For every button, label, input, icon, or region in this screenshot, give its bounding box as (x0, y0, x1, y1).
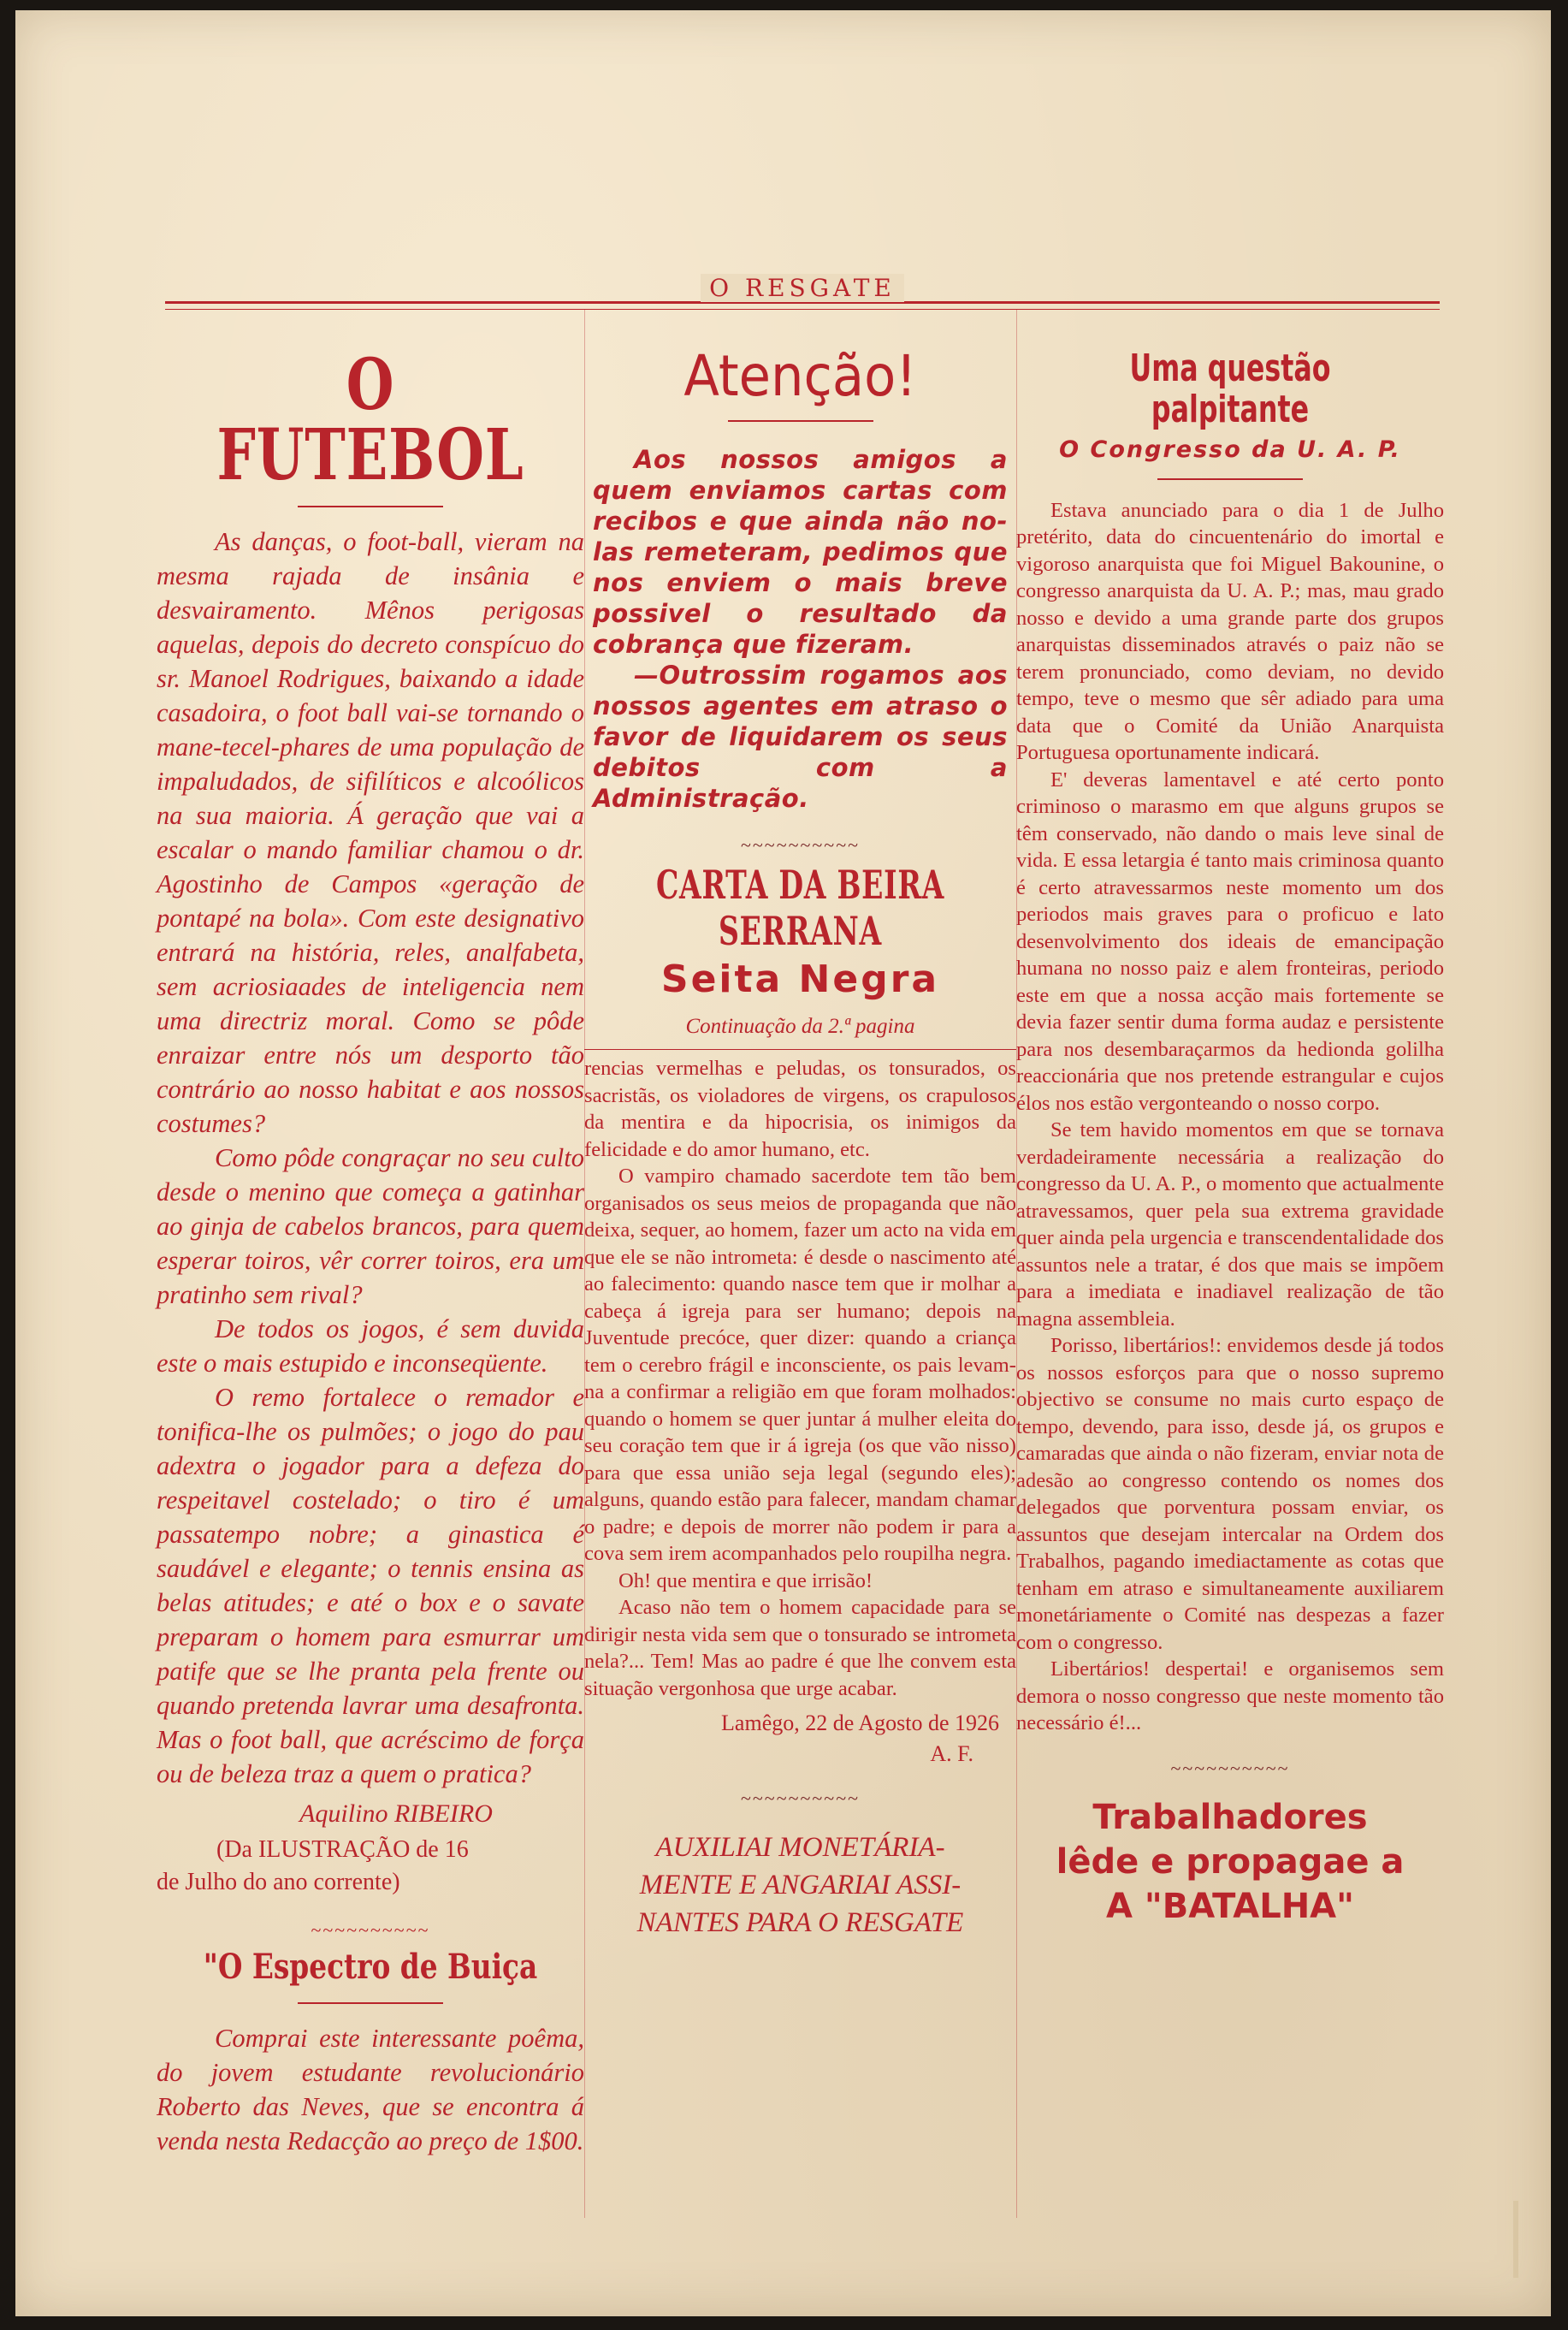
masthead-title (165, 274, 1440, 302)
continuation-rule (584, 1049, 1016, 1050)
column-right (1016, 340, 1444, 1929)
auxiliai-line-3: NANTES PARA O RESGATE (636, 1907, 964, 1938)
futebol-paragraph: Como pôde congraçar no seu culto desde o menino que começa a gatinhar ao ginja de cabelos brancos, para quem esperar toiros, vêr correr toiros, era um pratinho sem rival? (157, 1143, 584, 1309)
headline-rule (1157, 478, 1303, 480)
batalha-ad (1016, 1795, 1444, 1929)
headline-rule (298, 506, 443, 507)
auxiliai-line-1: AUXILIAI MONETÁRIA- (655, 1832, 945, 1863)
atencao-headline: Atenção! (683, 343, 917, 409)
credit-line-2: de Julho do ano corrente) (157, 1869, 400, 1895)
carta-paragraph: rencias vermelhas e peludas, os tonsurados, os sacristãs, os violadores de virgens, os crapulosos da mentira e da hipocrisia, os inimigos da felicidade e do amor humano, etc. (584, 1057, 1016, 1161)
auxiliai-line-2: MENTE E ANGARIAI ASSI- (639, 1870, 962, 1900)
credit-line-1: (Da ILUSTRAÇÃO de 16 (216, 1836, 469, 1863)
carta-paragraph: Oh! que mentira e que irrisão! (618, 1568, 873, 1592)
auxiliai-appeal (584, 1829, 1016, 1942)
masthead-rule (165, 301, 1440, 310)
atencao-paragraph: Aos nossos amigos a quem enviamos cartas com recibos e que ainda não no-las remeteram, pedimos que nos enviem o mais breve possivel o resultado da cobrança que fizeram. (593, 445, 1008, 659)
futebol-paragraph: De todos os jogos, é sem duvida este o mais estupido e inconseqüente. (157, 1314, 584, 1378)
questao-headline: Uma questão palpitante (1129, 347, 1331, 432)
carta-dateline: Lamêgo, 22 de Agosto de 1926 (721, 1710, 999, 1735)
carta-continuation: Continuação da 2.ª pagina (685, 1015, 915, 1038)
questao-article (1016, 497, 1444, 1737)
espectro-headline: "O Espectro de Buiça (203, 1947, 538, 1987)
futebol-paragraph: As danças, o foot-ball, vieram na mesma rajada de insânia e desvairamento. Mênos perigosas aquelas, depois do decreto conspícuo do sr. Manoel Rodrigues, baixando a idade casadoira, o foot ball vai-se tornando o mane-tecel-phares de uma população de impaludados, de sifilíticos e alcoólicos na sua maioria. Á geração que vai a escalar o mando familiar chamou o dr. Agostinho de Campos «geração de pontapé na bola». Com este designativo entrará na história, reles, analfabeta, sem acriosiaades de inteligencia nem uma directriz moral. Como se pôde enraizar entre nós um desporto tão contrário ao nosso habitat e aos nossos costumes? (157, 527, 584, 1138)
questao-paragraph: Porisso, libertários!: envidemos desde já todos os nossos esforços para que o nosso supremo objectivo se consume no mais curto espaço de tempo, devendo, para isso, desde já, os grupos e camaradas que ainda o não fizeram, enviar nota de adesão ao congresso contendo os nomes dos delegados que porventura possam enviar, os assuntos que desejam intercalar na Ordem dos Trabalhos, pagando imediactamente as cotas que tenham em atraso e simultaneamente auxiliarem monetáriamente o Comité nas despezas a fazer com o congresso. (1016, 1334, 1444, 1654)
espectro-body: Comprai este interessante poêma, do jovem estudante revolucionário Roberto das Neves, que se encontra á venda nesta Redacção ao preço de 1$00. (157, 2024, 584, 2155)
section-ornament: ~~~~~~~~~~ (311, 1919, 430, 1941)
carta-subheadline: Seita Negra (660, 957, 940, 1001)
section-ornament: ~~~~~~~~~~ (740, 834, 861, 856)
futebol-article (157, 525, 584, 1791)
questao-paragraph: Libertários! despertai! e organisemos sem demora o nosso congresso que neste momento tão necessário é!... (1016, 1657, 1444, 1735)
column-center (584, 340, 1016, 1942)
batalha-line-2: lêde e propagae a (1056, 1841, 1405, 1882)
futebol-headline: O FUTEBOL (216, 344, 524, 496)
newspaper-page (15, 10, 1551, 2316)
futebol-author: Aquilino RIBEIRO (299, 1799, 493, 1828)
carta-paragraph: O vampiro chamado sacerdote tem tão bem organisados os seus meios de propaganda que não deixa, sequer, ao homem, fazer um acto na vida em que ele se não intrometa: é desde o nascimento até ao falecimento: quando nasce tem que ir molhar a cabeça á igreja para ser humano; depois na Juventude precóce, quer dizer: quando a criança tem o cerebro frágil e inconsciente, os pais levam-na a confirmar a religião em que foram molhados: quando o homem se quer juntar á mulher eleita do seu coração tem que ir á igreja (os que vão nisso) para que essa união seja legal (segundo eles); alguns, quando estão para falecer, mandam chamar o padre; e depois de morrer não podem ir para a cova sem irem acompanhados pelo roupilha negra. (584, 1165, 1016, 1565)
batalha-line-1: Trabalhadores (1092, 1797, 1368, 1837)
section-ornament: ~~~~~~~~~~ (740, 1788, 861, 1809)
questao-paragraph: Estava anunciado para o dia 1 de Julho pretérito, data do cincuentenário do imortal e vigoroso anarquista que foi Miguel Bakounine, o congresso anarquista da U. A. P.; mas, mau grado nosso e devido a uma grande parte dos grupos anarquistas disseminados através o paiz não se terem pronunciado, como deviam, no devido tempo, teve o mesmo que sêr adiado para uma data que o Comité da União Anarquista Portuguesa oportunamente indicará. (1016, 498, 1444, 765)
column-left (157, 340, 584, 2158)
headline-rule (728, 420, 873, 422)
atencao-notice (593, 444, 1008, 814)
batalha-line-3: A "BATALHA" (1106, 1886, 1354, 1926)
espectro-ad (157, 2021, 584, 2158)
questao-paragraph: E' deveras lamentavel e até certo ponto criminoso o marasmo em que alguns grupos se têm conservado, não dando o mais leve sinal de vida. E essa letargia é tanto mais criminosa quanto é certo atravessarmos neste momento um dos periodos mais graves para o proficuo e lato desenvolvimento dos ideais de emancipação humana no nosso paiz e alem fronteiras, periodo este em que a nossa acção mais fortemente se devia fazer sentir duma forma audaz e persistente para nos desembaraçarmos da hedionda golilha reaccionária que nos pretende estrangular e cujos élos nos estão vergonteando o nosso corpo. (1016, 768, 1444, 1115)
carta-paragraph: Acaso não tem o homem capacidade para se dirigir nesta vida sem que o tonsurado se intrometa nela?... Tem! Mas ao padre é que lhe convem esta situação vergonhosa que urge acabar. (584, 1596, 1016, 1700)
questao-paragraph: Se tem havido momentos em que se tornava verdadeiramente necessária a realização do congresso da U. A. P., o momento que actualmente atravessamos, quer pela sua extrema gravidade quer ainda pela urgencia e transcendentalidade dos assuntos nele a tratar, é dos que mais se impõem para a imediata e inadiavel realização de tão magna assembleia. (1016, 1118, 1444, 1331)
questao-subheadline: O Congresso da U. A. P. (1059, 436, 1401, 463)
atencao-paragraph: —Outrossim rogamos aos nossos agentes em atraso o favor de liquidarem os seus debitos com a Administração. (593, 661, 1008, 813)
futebol-credit (157, 1834, 584, 1899)
section-ornament: ~~~~~~~~~~ (1170, 1757, 1290, 1779)
archive-edge-mark (1510, 2201, 1525, 2278)
carta-signature: A. F. (930, 1741, 973, 1766)
headline-rule (298, 2002, 443, 2004)
carta-article (584, 1055, 1016, 1702)
masthead-title-text: O RESGATE (701, 274, 904, 302)
futebol-paragraph: O remo fortalece o remador e tonifica-lhe os pulmões; o jogo do pau adextra o jogador para a defeza do respeitavel costelado; o tiro é um passatempo nobre; a ginastica é saudável e elegante; o tennis ensina as belas atitudes; e até o box e o savate preparam o homem para esmurrar um patife que se lhe pranta pela frente ou quando pretenda lavrar uma desafronta. Mas o foot ball, que acréscimo de força ou de beleza traz a quem o pratica? (157, 1383, 584, 1788)
carta-headline: CARTA DA BEIRA SERRANA (655, 862, 945, 954)
masthead (165, 267, 1440, 318)
